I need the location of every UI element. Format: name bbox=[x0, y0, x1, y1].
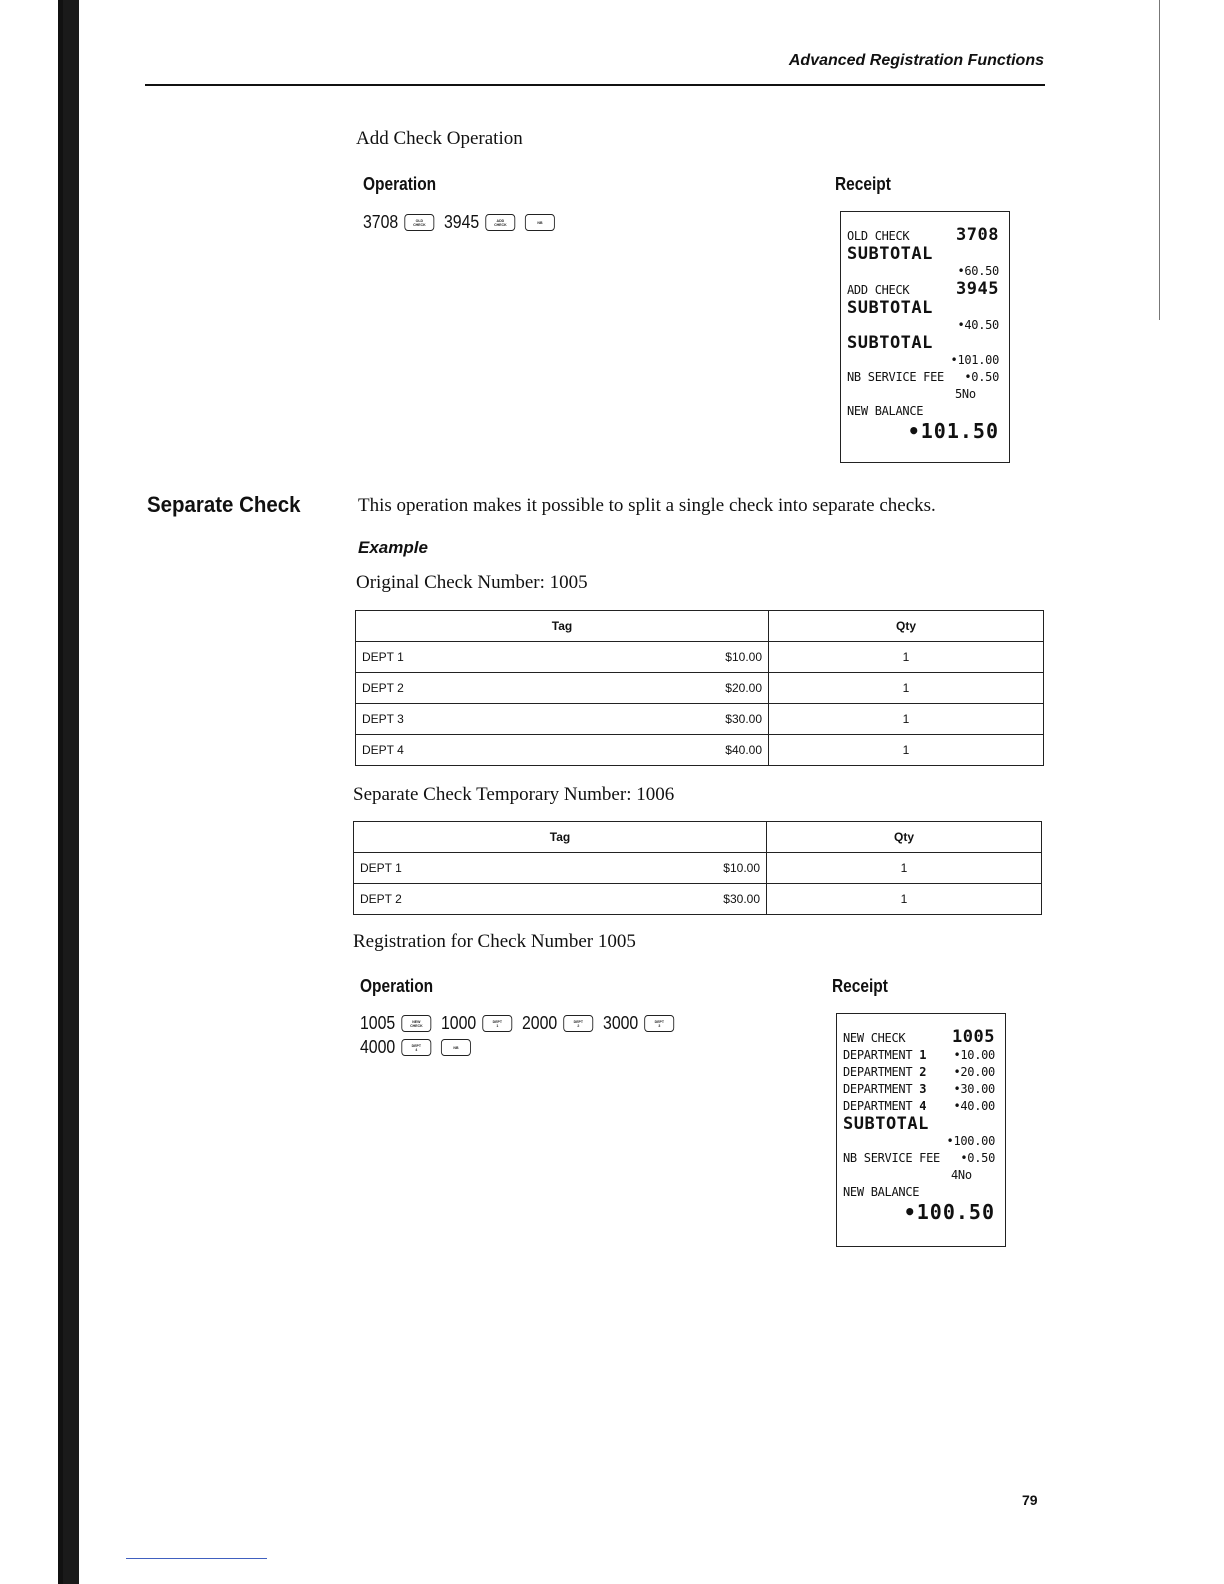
table-row bbox=[354, 853, 1042, 884]
dept-price: $10.00 bbox=[725, 650, 762, 664]
receipt-fee-value: •0.50 bbox=[960, 1151, 995, 1165]
receipt-dept-value: •20.00 bbox=[953, 1065, 995, 1079]
table-row bbox=[354, 884, 1042, 915]
dept-price: $10.00 bbox=[723, 861, 760, 875]
dept-name: DEPT 4 bbox=[362, 743, 404, 757]
receipt-sequence: 4No bbox=[951, 1168, 972, 1182]
receipt-amount: •101.00 bbox=[950, 353, 999, 367]
dept-2-key: DEPT 2 bbox=[563, 1015, 593, 1032]
temp-check-table bbox=[353, 821, 1042, 915]
separate-check-description: This operation makes it possible to split a single check into separate checks. bbox=[358, 495, 936, 516]
table-row bbox=[356, 642, 1044, 673]
dept-1-key: DEPT 1 bbox=[482, 1015, 512, 1032]
receipt-fee-label: NB SERVICE FEE bbox=[843, 1151, 940, 1165]
receipt-old-check-label: OLD CHECK bbox=[847, 229, 910, 243]
receipt-dept-label: DEPARTMENT bbox=[843, 1082, 913, 1096]
original-check-table bbox=[355, 610, 1044, 766]
table-row bbox=[356, 704, 1044, 735]
table-header-row bbox=[354, 822, 1042, 853]
receipt-amount: •60.50 bbox=[957, 264, 999, 278]
receipt-subtotal: SUBTOTAL bbox=[847, 298, 933, 318]
original-check-caption: Original Check Number: 1005 bbox=[356, 572, 588, 593]
receipt-fee-value: •0.50 bbox=[964, 370, 999, 384]
dept-4-key: DEPT 4 bbox=[401, 1039, 431, 1056]
receipt-dept-number: 1 bbox=[919, 1048, 927, 1062]
dept-qty: 1 bbox=[769, 704, 1044, 735]
receipt-balance-label: NEW BALANCE bbox=[843, 1185, 920, 1199]
receipt-balance-label: NEW BALANCE bbox=[847, 404, 924, 418]
nb-key: NB bbox=[441, 1039, 471, 1056]
registration-receipt bbox=[836, 1013, 1006, 1247]
receipt-dept-number: 2 bbox=[919, 1065, 927, 1079]
temp-check-caption: Separate Check Temporary Number: 1006 bbox=[353, 784, 675, 805]
amount-entry: 4000 bbox=[360, 1037, 396, 1057]
dept-3-key: DEPT 3 bbox=[644, 1015, 674, 1032]
check-number-2: 3945 bbox=[444, 212, 480, 232]
receipt-subtotal-value: •100.00 bbox=[946, 1134, 995, 1148]
table-header-row bbox=[356, 611, 1044, 642]
check-number-1: 3708 bbox=[363, 212, 399, 232]
registration-key-sequence-line-2 bbox=[360, 1037, 474, 1058]
receipt-amount: •40.50 bbox=[957, 318, 999, 332]
receipt-subtotal: SUBTOTAL bbox=[847, 333, 933, 353]
page-number: 79 bbox=[1022, 1492, 1038, 1508]
qty-column-header: Qty bbox=[769, 611, 1044, 642]
receipt-add-check-label: ADD CHECK bbox=[847, 283, 910, 297]
receipt-dept-label: DEPARTMENT bbox=[843, 1099, 913, 1113]
dept-qty: 1 bbox=[769, 735, 1044, 766]
receipt-dept-value: •40.00 bbox=[953, 1099, 995, 1113]
binding-edge-shadow bbox=[63, 0, 79, 1584]
dept-name: DEPT 3 bbox=[362, 712, 404, 726]
receipt-old-check-number: 3708 bbox=[956, 225, 999, 245]
dept-qty: 1 bbox=[769, 673, 1044, 704]
receipt-balance-value: •101.50 bbox=[907, 419, 999, 443]
receipt-dept-value: •30.00 bbox=[953, 1082, 995, 1096]
tag-column-header: Tag bbox=[354, 822, 767, 853]
receipt-dept-number: 4 bbox=[919, 1099, 927, 1113]
nb-key: NB bbox=[525, 214, 555, 231]
dept-qty: 1 bbox=[767, 853, 1042, 884]
check-number: 1005 bbox=[360, 1013, 396, 1033]
amount-entry: 3000 bbox=[603, 1013, 639, 1033]
receipt-label: Receipt bbox=[832, 976, 888, 996]
add-check-heading: Add Check Operation bbox=[356, 128, 523, 149]
dept-price: $40.00 bbox=[725, 743, 762, 757]
dept-qty: 1 bbox=[767, 884, 1042, 915]
receipt-dept-label: DEPARTMENT bbox=[843, 1065, 913, 1079]
qty-column-header: Qty bbox=[767, 822, 1042, 853]
receipt-sequence: 5No bbox=[955, 387, 976, 401]
amount-entry: 2000 bbox=[522, 1013, 558, 1033]
new-check-key: NEW CHECK bbox=[401, 1015, 431, 1032]
receipt-label: Receipt bbox=[835, 174, 891, 194]
example-label: Example bbox=[358, 538, 428, 557]
receipt-dept-number: 3 bbox=[919, 1082, 927, 1096]
separate-check-heading: Separate Check bbox=[147, 492, 301, 517]
dept-price: $30.00 bbox=[723, 892, 760, 906]
receipt-new-check-number: 1005 bbox=[952, 1027, 995, 1047]
footnote-rule bbox=[126, 1558, 267, 1559]
registration-caption: Registration for Check Number 1005 bbox=[353, 931, 636, 952]
dept-name: DEPT 1 bbox=[362, 650, 404, 664]
receipt-new-check-label: NEW CHECK bbox=[843, 1031, 906, 1045]
header-rule bbox=[145, 84, 1045, 86]
operation-label: Operation bbox=[363, 174, 437, 194]
receipt-fee-label: NB SERVICE FEE bbox=[847, 370, 944, 384]
receipt-dept-label: DEPARTMENT bbox=[843, 1048, 913, 1062]
dept-qty: 1 bbox=[769, 642, 1044, 673]
scan-edge-line bbox=[1159, 0, 1160, 320]
table-row bbox=[356, 673, 1044, 704]
tag-column-header: Tag bbox=[356, 611, 769, 642]
add-check-key-sequence bbox=[363, 212, 558, 233]
add-check-key: ADD CHECK bbox=[485, 214, 515, 231]
receipt-balance-value: •100.50 bbox=[903, 1200, 995, 1224]
operation-label: Operation bbox=[360, 976, 434, 996]
table-row bbox=[356, 735, 1044, 766]
receipt-subtotal: SUBTOTAL bbox=[847, 244, 933, 264]
dept-name: DEPT 1 bbox=[360, 861, 402, 875]
running-header: Advanced Registration Functions bbox=[788, 52, 1044, 69]
add-check-receipt bbox=[840, 211, 1010, 463]
amount-entry: 1000 bbox=[441, 1013, 477, 1033]
dept-price: $30.00 bbox=[725, 712, 762, 726]
dept-price: $20.00 bbox=[725, 681, 762, 695]
receipt-subtotal: SUBTOTAL bbox=[843, 1114, 929, 1134]
receipt-dept-value: •10.00 bbox=[953, 1048, 995, 1062]
old-check-key: OLD CHECK bbox=[404, 214, 434, 231]
dept-name: DEPT 2 bbox=[362, 681, 404, 695]
dept-name: DEPT 2 bbox=[360, 892, 402, 906]
receipt-add-check-number: 3945 bbox=[956, 279, 999, 299]
registration-key-sequence-line-1 bbox=[360, 1013, 678, 1034]
